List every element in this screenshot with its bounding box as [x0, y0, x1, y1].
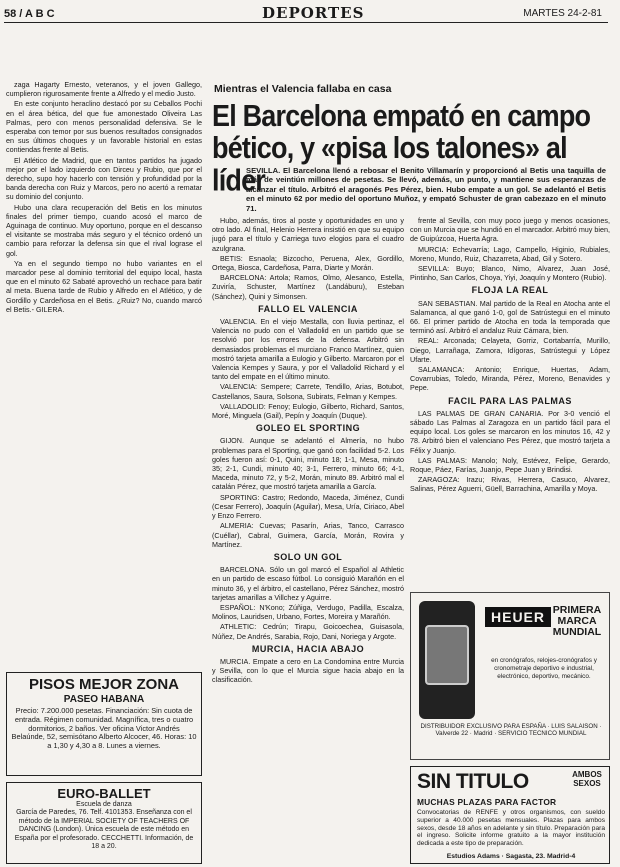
- ad-euro-body: García de Paredes, 76. Telf. 4101353. Enseñanza con el método de la IMPERIAL SOCIETY OF TEACHERS OF DANCING (London). Única escuela de este método en España por el profesorado. CECCHETTI. Información, de 18 a 20.: [14, 809, 194, 851]
- ad-heuer: [410, 592, 610, 760]
- paragraph: SAN SEBASTIAN. Mal partido de la Real en Atocha ante el Salamanca, al que ganó 1-0, gol de Satrústegui en el minuto 66. El primer partido de Atocha en toda la temporada que terminó así. Arbitró el andaluz Ruiz Cámara, bien.: [410, 298, 610, 336]
- ad-sin-titulo: [410, 766, 610, 864]
- paragraph: Ya en el segundo tiempo no hubo variantes en el marcador pese al dominio territorial del equipo local, hasta que en el minuto 62 Sabaté aprovechó un rechace para batir al meta. Buena tarde de Rubio y Alfredo en el Atlético, y de Gordillo y Cardeñosa en el Betis. ¿Ruiz? No, cuando marcó el Betis.- GILERA.: [6, 258, 202, 314]
- article-kicker: Mientras el Valencia fallaba en casa: [214, 83, 392, 95]
- paragraph: SPORTING: Castro; Redondo, Maceda, Jiménez, Cundi (Cesar Ferrero), Joaquín (Aguilar), Mesa, Uría, Ciriaco, Abel y Enzo Ferrero.: [212, 492, 404, 521]
- ad-titulo-subtitle: MUCHAS PLAZAS PARA FACTOR: [417, 797, 557, 807]
- paragraph: VALENCIA: Sempere; Carrete, Tendillo, Arias, Botubot, Castellanos, Saura, Solsona, Subirats, Felman y Kempes.: [212, 382, 404, 401]
- stopwatch-icon: [419, 601, 475, 719]
- heuer-tagline: PRIMERA MARCA MUNDIAL: [552, 604, 602, 638]
- ad-pisos-body: Precio: 7.200.000 pesetas. Financiación: Sin cuota de entrada. Régimen comunidad. Magnífica, tres o cuatro dormitorios, 2 baños. Ver oficina Victor Andrés Belaúnde, 52, semisótano Alberto Alcocer, 46. Horas: 10 a 1,30 y 4,30 a 8. Lunes a viernes.: [11, 706, 197, 751]
- article-headline: El Barcelona empató en campo bético, y «pisa los talones» al líder: [212, 98, 591, 198]
- subhead: SOLO UN GOL: [273, 551, 343, 562]
- paragraph: ALMERIA: Cuevas; Pasarín, Arias, Tanco, Carrasco (Cuéllar), Cabral, Guimera, García, Morán, Rovira y Martínez.: [212, 521, 404, 549]
- ad-pisos: [6, 672, 202, 776]
- ad-euro-ballet: [6, 782, 202, 864]
- paragraph: BARCELONA. Sólo un gol marcó el Español al Athletic en un partido de escaso fútbol. Lo consiguió Marañón en el minuto 36, y el árbitro, el castellano, Pérez Sánchez, mostró tarjetas amarillas a Villchez y Aguirre.: [212, 565, 404, 602]
- paragraph: MURCIA. Empate a cero en La Condomina entre Murcia y Sevilla, con lo que el Murcia sigue hacia abajo en la clasificación.: [212, 656, 404, 685]
- paragraph: LAS PALMAS DE GRAN CANARIA. Por 3-0 venció el sábado Las Palmas al Zaragoza en un partido fácil para el equipo local. Los goles se marcaron en los minutos 16, 42 y 78. Arbitró bien el valenciano Pes Pérez, que mostró tarjeta a Félix y Juanjo.: [410, 408, 610, 455]
- paragraph: MURCIA: Echevarría; Lago, Campello, Higinio, Rubiales, Moreno, Mundo, Ruiz, Chazarreta, Abad, Gil y Sotero.: [410, 244, 610, 263]
- paragraph: frente al Sevilla, con muy poco juego y menos ocasiones, con un Murcia que se hundió en el marcador. Arbitró muy bien, de Guipúzcoa, Huerta Agra.: [410, 216, 610, 244]
- column-right: [410, 216, 610, 584]
- paragraph: El Atlético de Madrid, que en tantos partidos ha jugado mejor por el lado izquierdo con Dirceu y Rubio, que por el derecho, supo hoy hacerlo con tensión y profundidad por la banda derecha con Ruiz y Marcos, pero no acertó a rematar su dominio del conjunto.: [6, 155, 202, 202]
- paragraph: BETIS: Esnaola; Bizcocho, Peruena, Alex, Gordillo, Ortega, Biosca, Cardeñosa, Parra, Diarte y Morán.: [212, 253, 404, 273]
- page-number: 58 / A B C: [4, 8, 55, 20]
- heuer-distributor: DISTRIBUIDOR EXCLUSIVO PARA ESPAÑA · LUIS SALAISON · Valverde 22 · Madrid · SERVICIO TECNICO MUNDIAL: [420, 723, 602, 738]
- column-center: [212, 216, 404, 864]
- paragraph: BARCELONA: Artola; Ramos, Olmo, Alesanco, Estella, Zuviría, Schuster, Martínez (Landáburu), Esteban (Sánchez), Quini y Simonsen.: [212, 273, 404, 301]
- subhead: FACIL PARA LAS PALMAS: [448, 395, 572, 406]
- section-title: DEPORTES: [262, 4, 365, 22]
- paragraph: Hubo una clara recuperación del Betis en los minutos finales del primer tiempo, cuando acosó el marco de Aguinaga de continuo. Muy oportuno, porque en el descanso el visitante se mostraba más seguro y el técnico ordenó un cambio para reforzar la defensa sin que el rival lograse el gol.: [6, 202, 202, 258]
- paragraph: ESPAÑOL: N'Kono; Zúñiga, Verdugo, Padilla, Escalza, Molinos, Lauridsen, Urbano, Fortes, Moreira y Marañón.: [212, 602, 404, 622]
- subhead: FLOJA LA REAL: [471, 285, 549, 296]
- subhead: GOLEO EL SPORTING: [255, 423, 361, 434]
- header-rule: [4, 22, 608, 23]
- issue-date: MARTES 24-2-81: [523, 8, 602, 19]
- article-lead: SEVILLA. El Barcelona llenó a rebosar el Benito Villamarín y proporcionó al Betis una taquilla de más de veintiún millones de pesetas. Se llevó, además, un punto, y mantiene sus esperanzas de alcanzar el título. Arbitró el aragonés Pes Pérez, bien. Hubo empate a un gol. Se adelantó el Betis en el minuto 62 por medio del oportuno Muñoz, y empató Schuster de gran cabezazo en el minuto 71.: [246, 166, 606, 213]
- ad-euro-subtitle: Escuela de danza: [76, 801, 132, 808]
- paragraph: zaga Hagarty Ernesto, veteranos, y el joven Gallego, cumplieron rigurosamente frente a Alfredo y el medio Justo.: [6, 80, 202, 99]
- paragraph: SALAMANCA: Antonio; Enrique, Huertas, Adam, Covarrubias, Toledo, Miranda, Pérez, Moreno, Benavides y Pepe.: [410, 365, 610, 393]
- ad-titulo-body: Convocatorias de RENFE y otros organismos, con sueldo superior a 40.000 pesetas mensuales. Plazas para ambos sexos, desde 18 años en adelante y sin título. Preparación para el ingreso. Solicite informe gratuito a la mayor institución dedicada a este tipo de preparación.: [417, 809, 605, 848]
- column-left: [6, 80, 202, 662]
- ad-pisos-title: PISOS MEJOR ZONA: [28, 676, 180, 693]
- paragraph: ZARAGOZA: Irazu; Rivas, Herrera, Casuco, Alvarez, Salinas, Pérez Aguerri, Güell, Barrachina, Amarilla y Moya.: [410, 475, 610, 494]
- heuer-description: en cronógrafos, relojes-cronógrafos y cronometraje deportivo e industrial, electrónico, deportivo, mecánico.: [491, 657, 597, 680]
- ad-titulo-side: AMBOS SEXOS: [572, 770, 602, 788]
- paragraph: REAL: Arconada; Celayeta, Gorriz, Cortabarría, Murillo, Diego, Larrañaga, Zamora, Idígoras, Satrústegui y López Ufarte.: [410, 336, 610, 364]
- ad-pisos-subtitle: PASEO HABANA: [63, 694, 145, 705]
- page-header: [0, 0, 620, 28]
- paragraph: En este conjunto heraclino destacó por su Ceballos Pochi en el área bética, del que fue amonestado Oliveira Las Palmas, pero con menos personalidad defensiva. Se le esperaba con temor por sus buenos resultados consignados en sus últimos choques y un favorable historial en estas contiendas frente al Betis.: [6, 99, 202, 155]
- subhead: MURCIA, HACIA ABAJO: [251, 643, 365, 654]
- paragraph: GIJON. Aunque se adelantó el Almería, no hubo problemas para el Sporting, que ganó con facilidad 5-2. Los goles fueron así: 0-1, Quini, minuto 18; 1-1, Mesa, minuto 35; 2-1, Cundi, minuto 40; 3-1, Ferrero, minuto 66; 4-1, Maceda, minuto 72, y 5-2, Morán, minuto 89. Arbitró mal el catalán Pérez, que mostró tarjeta amarilla a García.: [212, 436, 404, 492]
- paragraph: LAS PALMAS: Manolo; Noly, Estévez, Felipe, Gerardo, Roque, Páez, Farías, Juanjo, Pepe Juan y Brindisi.: [410, 455, 610, 475]
- ad-titulo-title: SIN TITULO: [417, 770, 529, 793]
- paragraph: Hubo, además, tiros al poste y oportunidades en uno y otro lado. Al final, Helenio Herrera insistió en que su equipo jugó para el título y Carriega tuvo elogios para el cuadro azulgrana.: [212, 216, 404, 253]
- paragraph: VALLADOLID: Fenoy; Eulogio, Gilberto, Richard, Santos, Moré, Minguela (Gail), Pepín y Joaquín (Duque).: [212, 401, 404, 421]
- paragraph: SEVILLA: Buyo; Blanco, Nimo, Alvarez, Juan José, Pintinho, San Carlos, Choya, Yiyi, Joaquín y Montero (Rubio).: [410, 264, 610, 283]
- ad-euro-title: EURO-BALLET: [57, 786, 151, 801]
- subhead: FALLO EL VALENCIA: [258, 303, 358, 314]
- ad-titulo-school: Estudios Adams · Sagasta, 23. Madrid-4: [446, 853, 576, 860]
- paragraph: ATHLETIC: Cedrún; Tirapu, Goicoechea, Guisasola, Núñez, De Andrés, Sarabia, Rojo, Dani, Noriega y Argote.: [212, 622, 404, 641]
- stopwatch-face: [425, 625, 469, 685]
- paragraph: VALENCIA. En el viejo Mestalla, con lluvia pertinaz, el Valencia no pudo con el Valladolid en un partido que se resolvió por los errores de la defensa. Arbitró sin demasiados problemas el murciano Franco Martínez, quien mostró tarjeta amarilla a Eulogio y Gilberto. Marcaron por el Valencia Kempes y Saura, y por el Valladolid Richard y el tanto del empate en el último minuto.: [212, 317, 404, 382]
- heuer-logo: HEUER: [485, 607, 551, 627]
